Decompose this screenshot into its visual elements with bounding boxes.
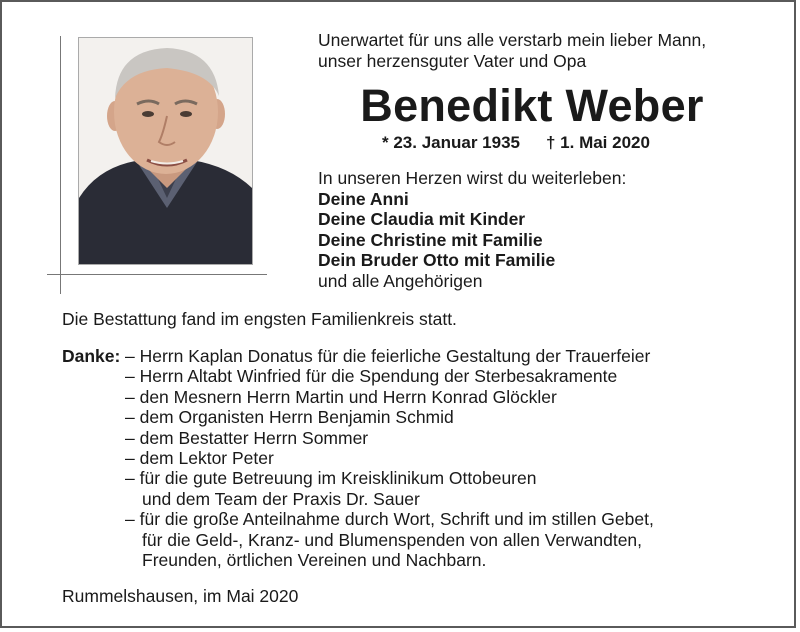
- mourner-name: Deine Christine mit Familie: [318, 229, 543, 250]
- mourners-closing: und alle Angehörigen: [318, 270, 483, 291]
- intro-text: [318, 30, 768, 72]
- thanks-item: – den Mesnern Herrn Martin und Herrn Konrad Glöckler: [125, 386, 557, 407]
- mourner-name: Deine Anni: [318, 188, 409, 209]
- mourners-block: [318, 168, 768, 291]
- thanks-label: Danke:: [62, 346, 121, 366]
- birth-date: * 23. Januar 1935: [382, 133, 520, 152]
- portrait-photo: [78, 37, 253, 265]
- thanks-item: – dem Bestatter Herrn Sommer: [125, 427, 369, 448]
- frame-line-horizontal: [47, 274, 267, 275]
- intro-line-1: Unerwartet für uns alle verstarb mein lieber Mann,: [318, 30, 707, 50]
- mourner-name: Deine Claudia mit Kinder: [318, 209, 526, 229]
- place-and-date: Rummelshausen, im Mai 2020: [62, 586, 299, 606]
- life-dates: [382, 132, 702, 154]
- thanks-item: – für die gute Betreuung im Kreisklinikum Ottobeuren und dem Team der Praxis Dr. Sauer: [125, 468, 537, 509]
- thanks-item: – dem Organisten Herrn Benjamin Schmid: [125, 407, 454, 428]
- mourner-name: Dein Bruder Otto mit Familie: [318, 250, 556, 270]
- thanks-item: – für die große Anteilnahme durch Wort, Schrift und im stillen Gebet, für die Geld-, Kranz- und Blumenspenden von allen Verwandten, Freunden, örtlichen Vereinen und Nachbarn.: [125, 509, 654, 571]
- thanks-item: – Herrn Kaplan Donatus für die feierliche Gestaltung der Trauerfeier: [125, 346, 651, 366]
- frame-line-vertical: [60, 36, 61, 294]
- mourners-intro: In unseren Herzen wirst du weiterleben:: [318, 168, 627, 188]
- funeral-note: Die Bestattung fand im engsten Familienkreis statt.: [62, 309, 457, 329]
- thanks-list: [125, 346, 775, 570]
- intro-line-2: unser herzensguter Vater und Opa: [318, 51, 587, 71]
- portrait-illustration: [79, 38, 252, 264]
- death-date: † 1. Mai 2020: [545, 133, 650, 152]
- thanks-item: – dem Lektor Peter: [125, 448, 274, 469]
- thanks-item: – Herrn Altabt Winfried für die Spendung der Sterbesakramente: [125, 366, 618, 387]
- deceased-name: Benedikt Weber: [360, 80, 704, 131]
